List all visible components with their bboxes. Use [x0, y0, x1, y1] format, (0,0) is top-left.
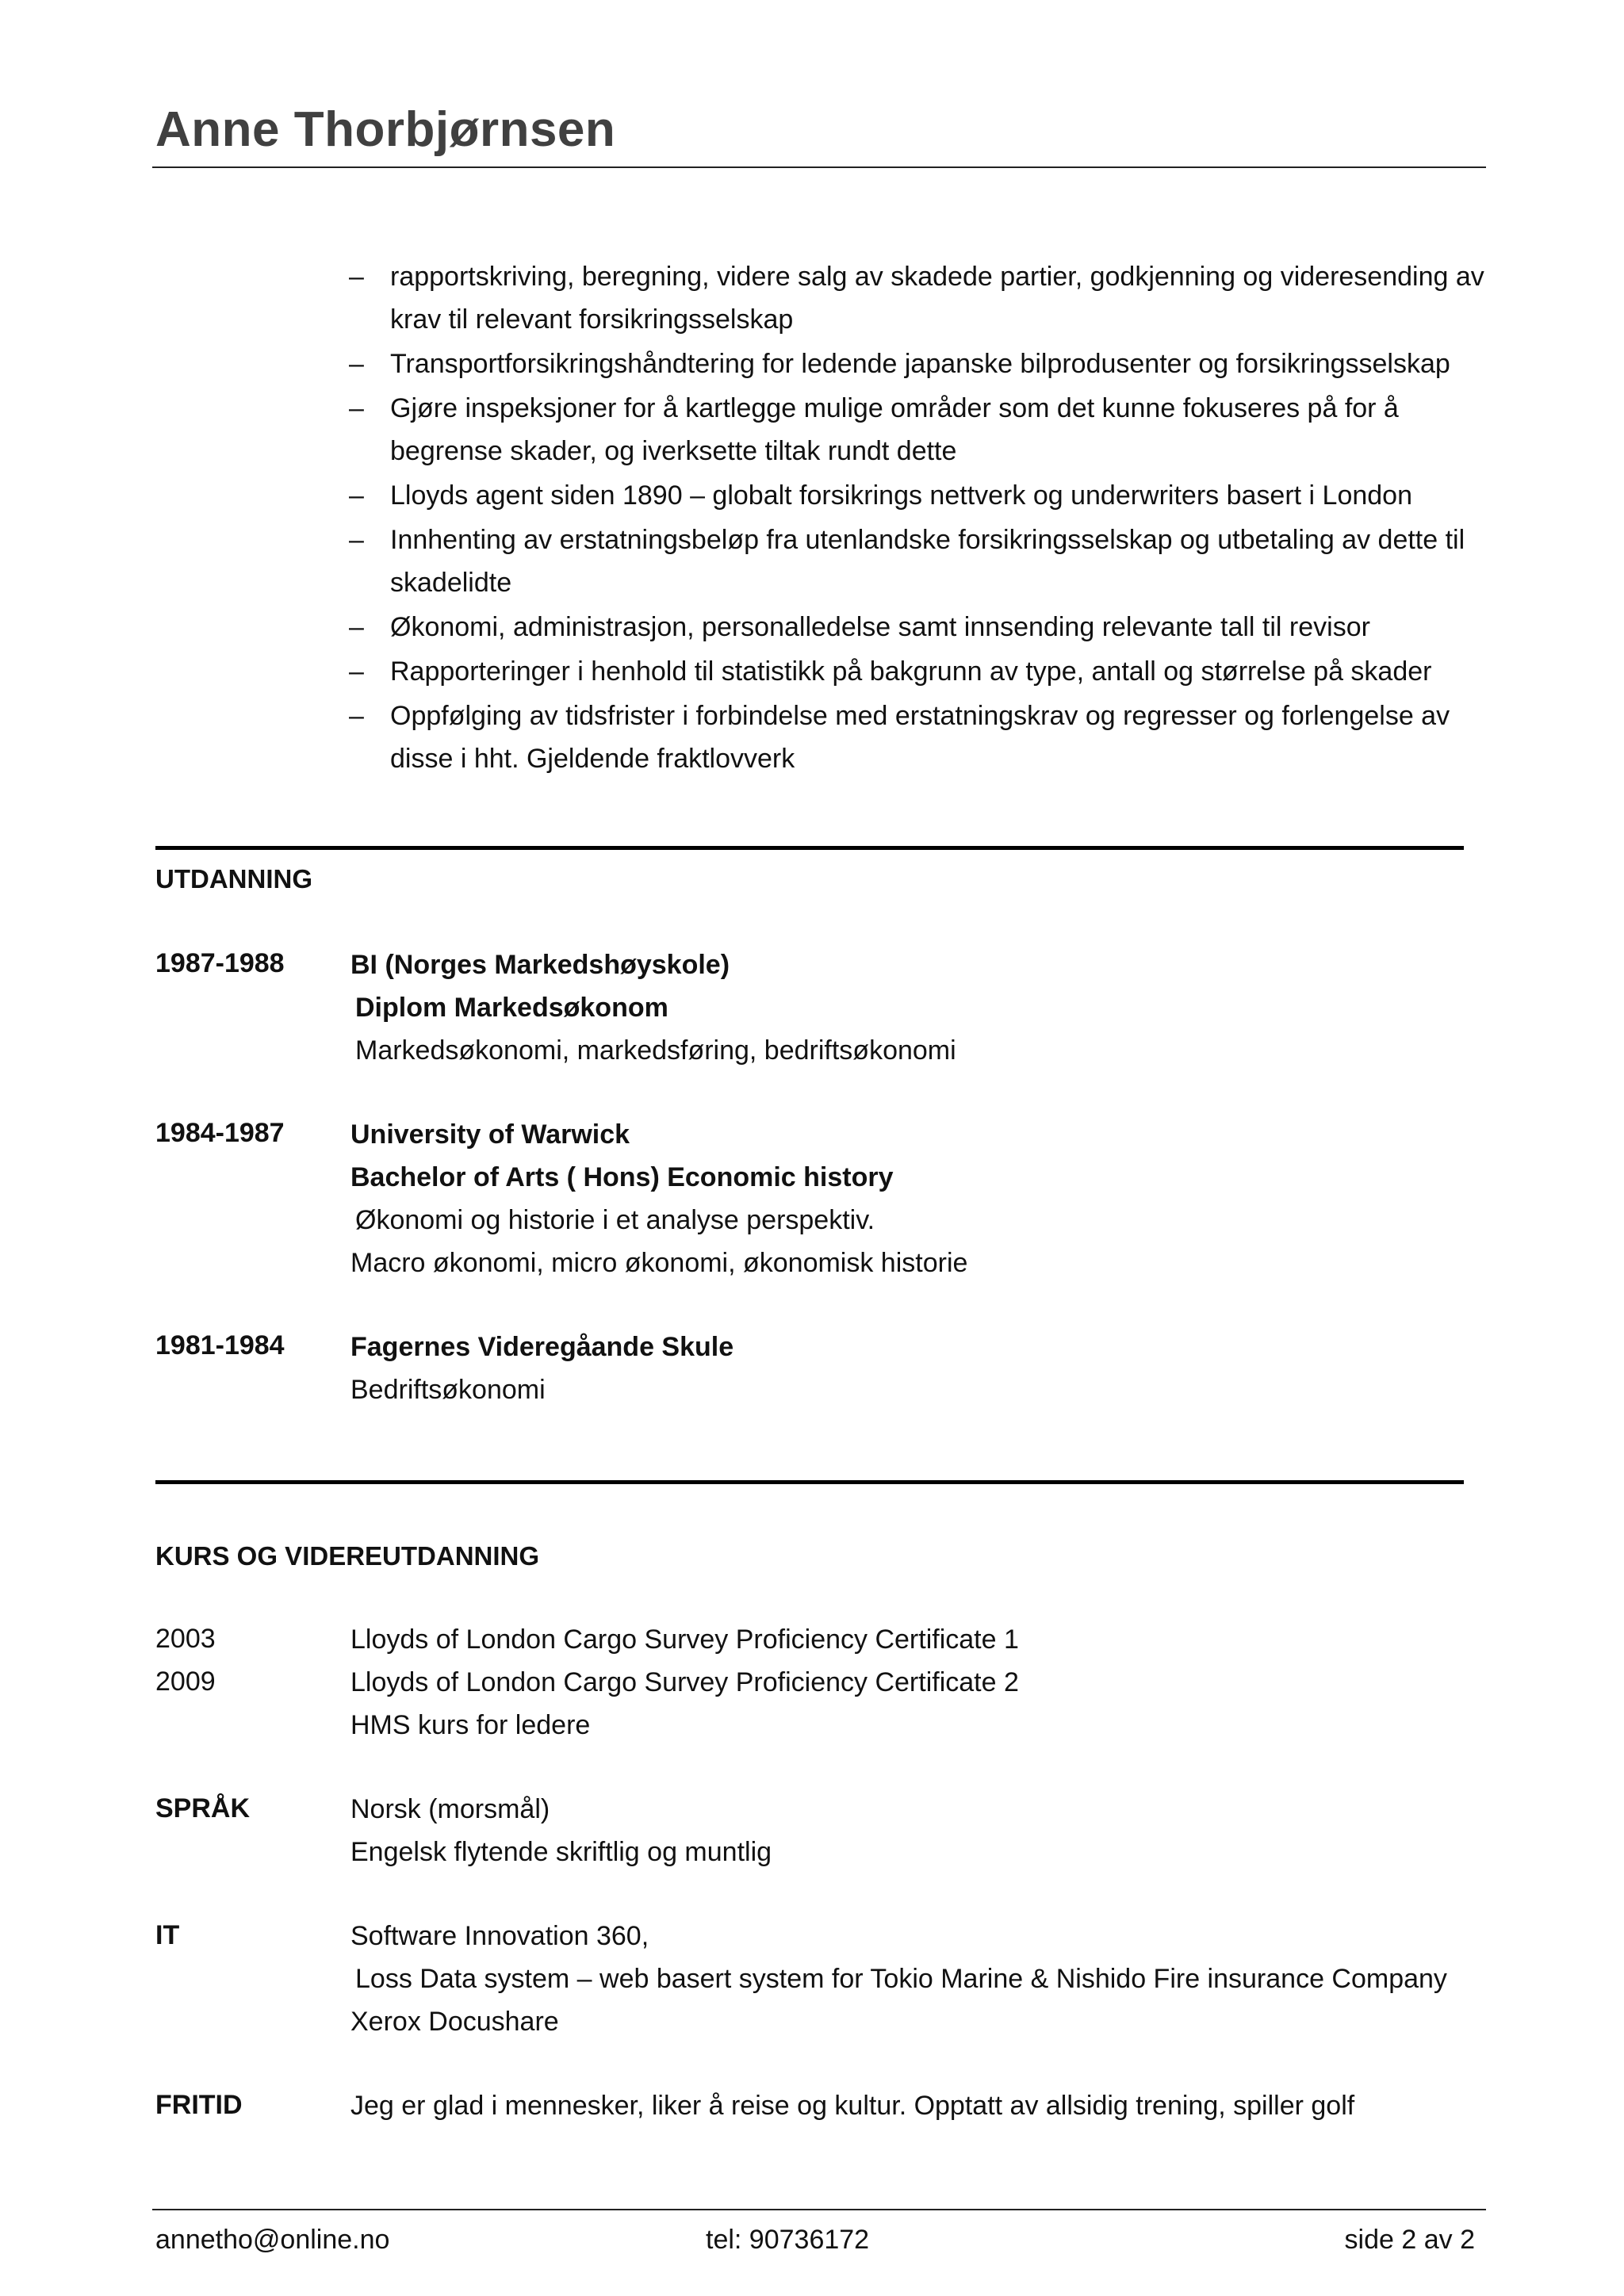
education-entry	[350, 943, 1461, 1072]
leisure-label: FRITID	[155, 2090, 243, 2120]
language-item: Norsk (morsmål)	[350, 1794, 550, 1824]
education-heading: UTDANNING	[155, 864, 312, 894]
footer-rule	[152, 2209, 1486, 2210]
bullet-item: – Innhenting av erstatningsbeløp fra utenlandske forsikringsselskap og utbetaling av dette til skadelidte	[349, 519, 1491, 604]
course-year: 2009	[155, 1667, 216, 1697]
it-item: Loss Data system – web basert system for Tokio Marine & Nishido Fire insurance Company	[355, 1964, 1447, 1994]
header-rule	[152, 166, 1486, 168]
dash-bullet-icon: –	[349, 525, 364, 555]
dash-bullet-icon: –	[349, 262, 364, 292]
section-divider	[155, 1480, 1464, 1484]
education-entry	[350, 1326, 1461, 1411]
it-item: Xerox Docushare	[350, 2007, 559, 2037]
candidate-name: Anne Thorbjørnsen	[155, 102, 616, 157]
dash-bullet-icon: –	[349, 349, 364, 379]
leisure-text: Jeg er glad i mennesker, liker å reise og kultur. Opptatt av allsidig trening, spiller golf	[350, 2091, 1355, 2121]
section-divider	[155, 846, 1464, 850]
bullet-item: – rapportskriving, beregning, videre salg av skadede partier, godkjenning og videresending av krav til relevant forsikringsselskap	[349, 255, 1491, 341]
language-label: SPRÅK	[155, 1793, 251, 1823]
dash-bullet-icon: –	[349, 701, 364, 731]
school-name: BI (Norges Markedshøyskole)	[350, 950, 730, 980]
dash-bullet-icon: –	[349, 480, 364, 511]
education-years: 1981-1984	[155, 1330, 285, 1360]
courses-heading: KURS OG VIDEREUTDANNING	[155, 1541, 540, 1571]
it-list	[350, 1915, 1461, 2043]
school-name: University of Warwick	[350, 1119, 630, 1150]
bullet-item: – Oppfølging av tidsfrister i forbindelse med erstatningskrav og regresser og forlengelse av disse i hht. Gjeldende fraktlovverk	[349, 695, 1491, 780]
education-details: Macro økonomi, micro økonomi, økonomisk historie	[350, 1248, 968, 1278]
bullet-item: – Rapporteringer i henhold til statistikk på bakgrunn av type, antall og størrelse på skader	[349, 650, 1491, 693]
course-list	[350, 1618, 1461, 1747]
bullet-item: – Transportforsikringshåndtering for ledende japanske bilprodusenter og forsikringsselskap	[349, 342, 1491, 385]
footer-phone: tel: 90736172	[706, 2225, 870, 2255]
footer-email: annetho@online.no	[155, 2225, 390, 2255]
leisure-block	[350, 2084, 1461, 2127]
education-entry	[350, 1113, 1461, 1284]
experience-bullet-list	[349, 255, 1491, 782]
degree-name: Bachelor of Arts ( Hons) Economic history	[350, 1162, 894, 1192]
dash-bullet-icon: –	[349, 656, 364, 687]
dash-bullet-icon: –	[349, 393, 364, 423]
education-details: Bedriftsøkonomi	[350, 1375, 546, 1405]
course-year: 2003	[155, 1624, 216, 1654]
course-item: Lloyds of London Cargo Survey Proficiency Certificate 2	[350, 1667, 1019, 1697]
education-details: Markedsøkonomi, markedsføring, bedriftsøkonomi	[355, 1035, 956, 1066]
education-years: 1987-1988	[155, 948, 285, 978]
bullet-item: – Økonomi, administrasjon, personalledelse samt innsending relevante tall til revisor	[349, 606, 1491, 649]
footer-page-number: side 2 av 2	[1344, 2225, 1475, 2255]
language-item: Engelsk flytende skriftlig og muntlig	[350, 1837, 772, 1867]
education-details: Økonomi og historie i et analyse perspektiv.	[355, 1205, 875, 1235]
it-label: IT	[155, 1920, 180, 1950]
course-item: Lloyds of London Cargo Survey Proficiency Certificate 1	[350, 1624, 1019, 1655]
it-item: Software Innovation 360,	[350, 1921, 649, 1951]
language-list	[350, 1788, 1461, 1873]
school-name: Fagernes Videregåande Skule	[350, 1332, 734, 1362]
degree-name: Diplom Markedsøkonom	[355, 993, 668, 1023]
course-item: HMS kurs for ledere	[350, 1710, 591, 1740]
dash-bullet-icon: –	[349, 612, 364, 642]
bullet-item: – Gjøre inspeksjoner for å kartlegge mulige områder som det kunne fokuseres på for å begrense skader, og iverksette tiltak rundt dette	[349, 387, 1491, 473]
education-years: 1984-1987	[155, 1118, 285, 1148]
bullet-item: – Lloyds agent siden 1890 – globalt forsikrings nettverk og underwriters basert i London	[349, 474, 1491, 517]
